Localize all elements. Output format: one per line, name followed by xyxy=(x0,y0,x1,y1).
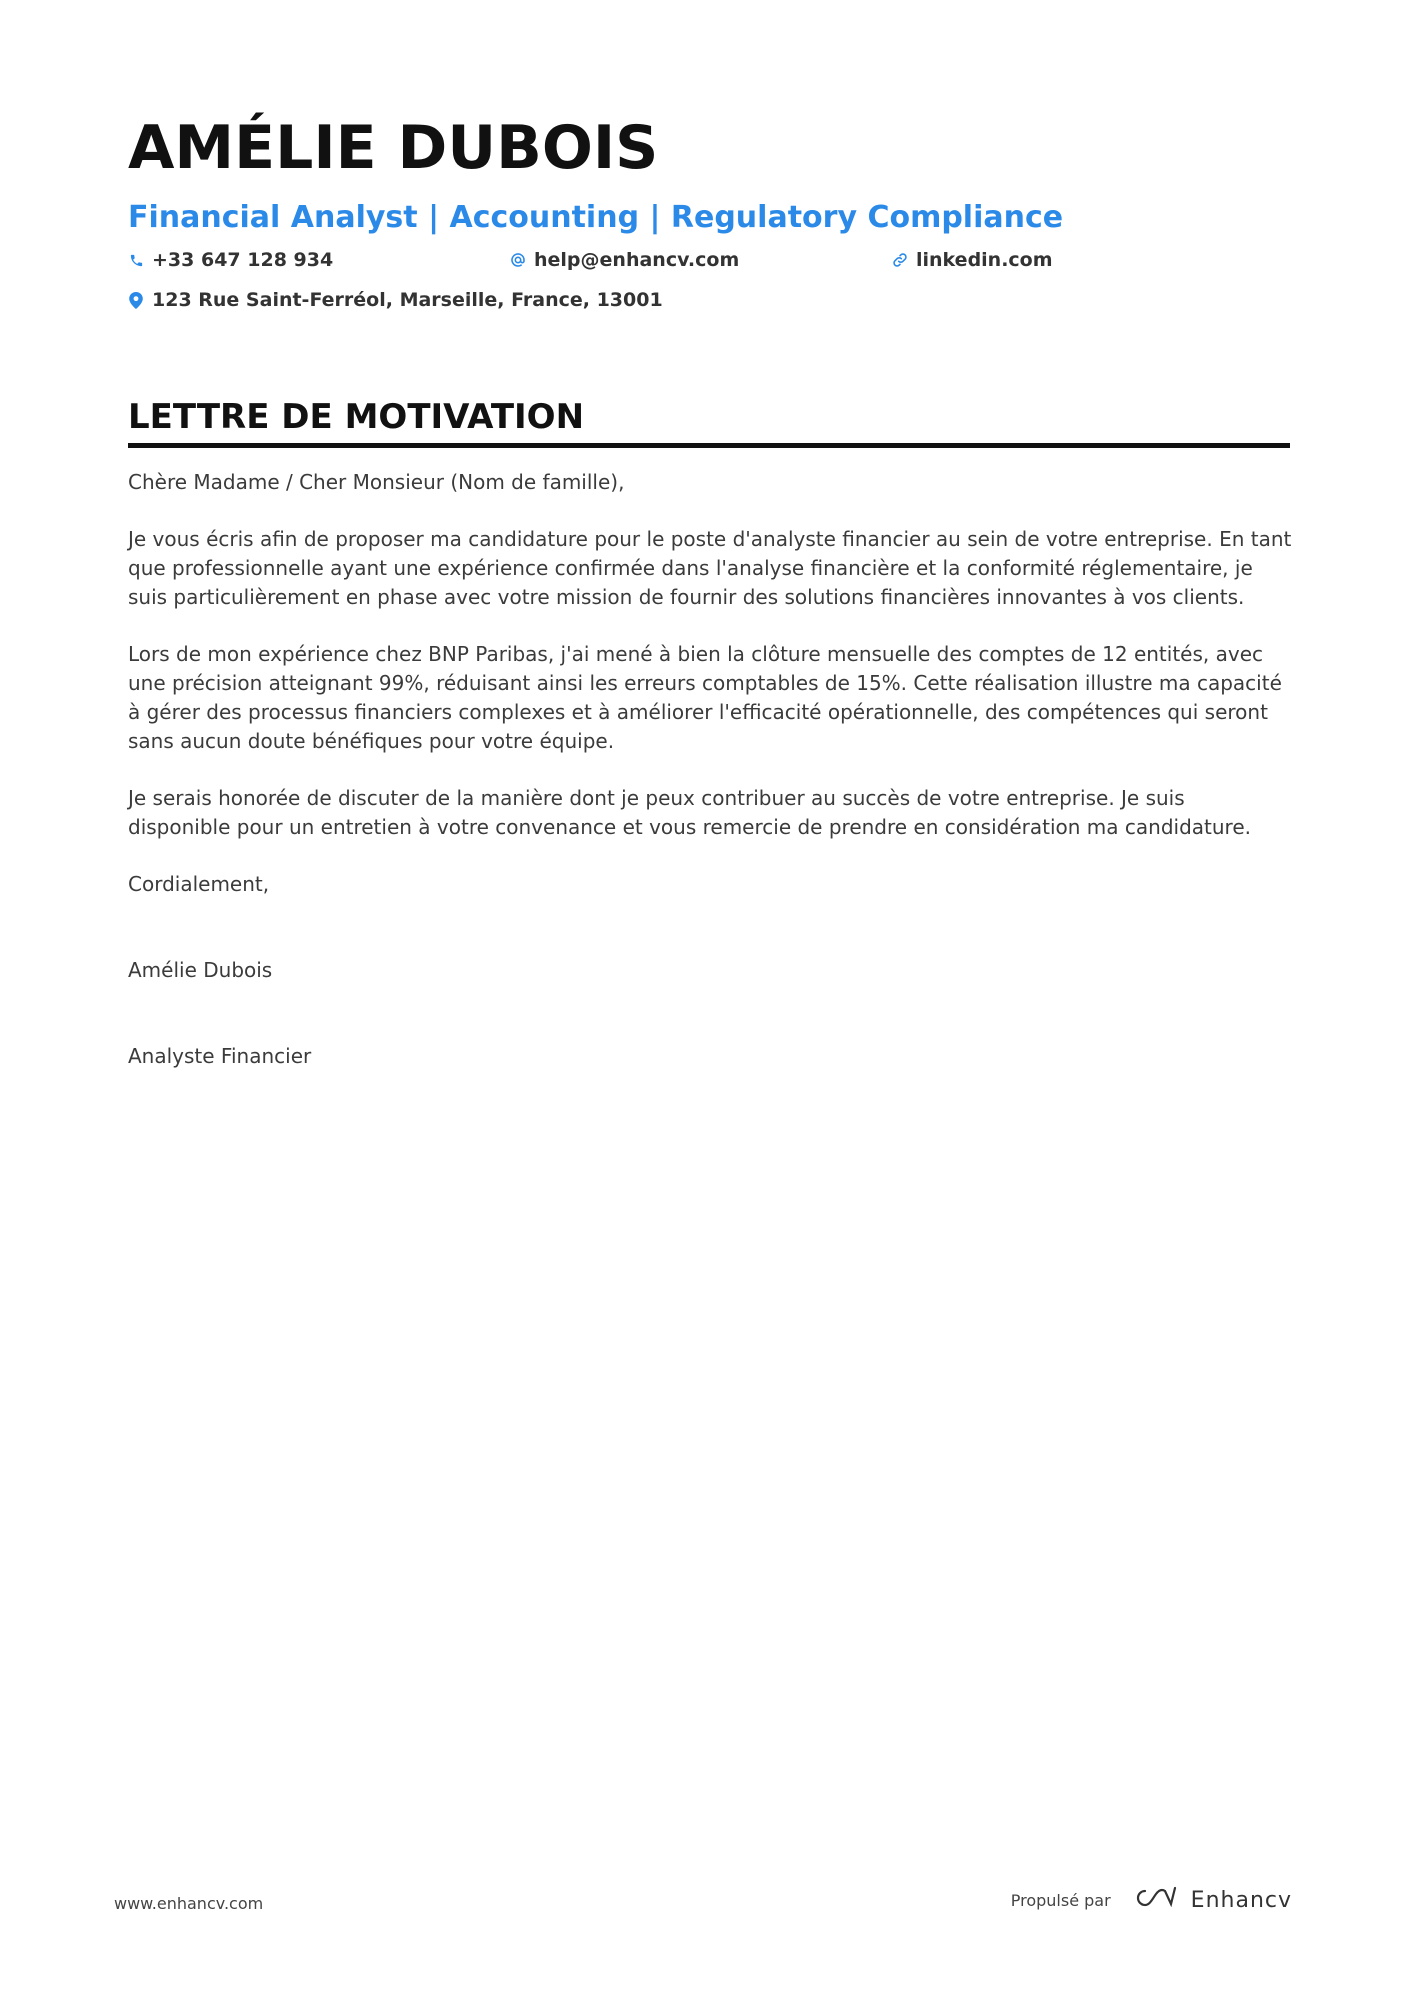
section-header xyxy=(128,395,1290,448)
letter-greeting: Chère Madame / Cher Monsieur (Nom de famille), xyxy=(128,470,625,494)
contact-info xyxy=(128,240,1288,320)
contact-email[interactable] xyxy=(510,249,892,271)
footer-website[interactable]: www.enhancv.com xyxy=(114,1894,264,1913)
location-pin-icon xyxy=(128,291,144,309)
phone-icon xyxy=(128,251,144,269)
header xyxy=(128,108,1288,238)
signature-title: Analyste Financier xyxy=(128,1044,312,1068)
section-divider xyxy=(128,443,1290,448)
signature-name: Amélie Dubois xyxy=(128,958,273,982)
section-title: LETTRE DE MOTIVATION xyxy=(128,397,585,437)
letter-paragraph: Je serais honorée de discuter de la manière dont je peux contribuer au succès de votre entreprise. Je suis disponible pour un entretien à votre convenance et vous remercie de prendre en considération ma candidature. xyxy=(128,786,1251,839)
at-icon xyxy=(510,251,526,269)
contact-phone xyxy=(128,249,510,271)
enhancv-logo-icon xyxy=(1131,1884,1191,1917)
letter-paragraph: Je vous écris afin de proposer ma candidature pour le poste d'analyste financier au sein de votre entreprise. En tant que professionnelle ayant une expérience confirmée dans l'analyse financière et la conformité réglementaire, je suis particulièrement en phase avec votre mission de fournir des solutions financières innovantes à vos clients. xyxy=(128,527,1292,609)
address: 123 Rue Saint-Ferréol, Marseille, France, 13001 xyxy=(152,289,663,311)
powered-by-label: Propulsé par xyxy=(1010,1891,1111,1910)
contact-address xyxy=(128,289,663,311)
letter-paragraph: Lors de mon expérience chez BNP Paribas, j'ai mené à bien la clôture mensuelle des comptes de 12 entités, avec une précision atteignant 99%, réduisant ainsi les erreurs comptables de 15%. Cette réalisation illustre ma capacité à gérer des processus financiers complexes et à améliorer l'efficacité opérationnelle, des compétences qui seront sans aucun doute bénéfiques pour votre équipe. xyxy=(128,642,1282,753)
contact-website[interactable] xyxy=(892,249,1053,271)
applicant-name: AMÉLIE DUBOIS xyxy=(128,113,659,183)
website-link[interactable]: linkedin.com xyxy=(916,249,1053,271)
brand-name: Enhancv xyxy=(1190,1888,1292,1913)
letter-body xyxy=(128,468,1293,1099)
footer-branding xyxy=(1011,1884,1292,1917)
link-icon xyxy=(892,251,908,269)
letter-closing: Cordialement, xyxy=(128,872,270,896)
email-address[interactable]: help@enhancv.com xyxy=(534,249,740,271)
applicant-title: Financial Analyst | Accounting | Regulatory Compliance xyxy=(128,200,1064,235)
phone-number: +33 647 128 934 xyxy=(152,249,334,271)
contact-row xyxy=(128,240,1288,280)
contact-row xyxy=(128,280,1288,320)
